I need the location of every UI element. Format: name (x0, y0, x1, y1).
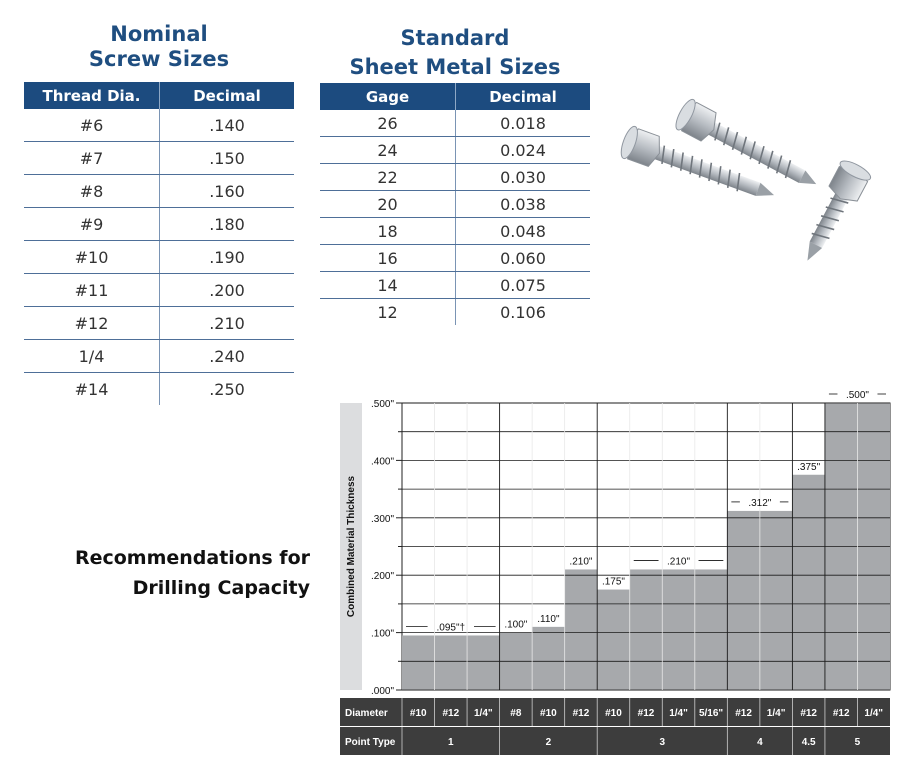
point-type-row-label: Point Type (345, 737, 396, 748)
diameter-label: 1/4" (669, 708, 688, 719)
gage-table-decimal-cell: 0.075 (456, 272, 591, 299)
bar-2-#12 (565, 569, 598, 690)
screw-table-size-cell: #11 (24, 274, 160, 307)
gage-decimal-header: Decimal (456, 83, 591, 110)
sheet-metal-title-line2: Sheet Metal Sizes (349, 55, 561, 79)
diameter-label: 1/4" (474, 708, 493, 719)
gage-table-decimal-cell: 0.060 (456, 245, 591, 272)
bar-4.5-#12 (792, 475, 825, 690)
screw-table-size-cell: #8 (24, 175, 160, 208)
screw-table-size-cell: #14 (74, 379, 109, 399)
bar-1-1/4" (467, 635, 500, 690)
screw-table-decimal-cell: .190 (160, 241, 295, 274)
diameter-label: 1/4" (766, 708, 786, 719)
gage-table-size-cell: 20 (320, 191, 456, 218)
screw-table-decimal-cell: .200 (160, 274, 295, 307)
y-tick-label: .400" (370, 456, 394, 468)
bar-3-#10 (597, 590, 630, 690)
diameter-label: #10 (605, 708, 622, 719)
point-type-label: 4 (757, 737, 763, 748)
screw-table-size-cell: #9 (24, 208, 160, 241)
y-tick-label: .100" (370, 628, 394, 640)
screw-table-decimal-cell: .240 (160, 340, 295, 373)
point-type-label: 3 (659, 737, 666, 748)
point-type-label: 2 (545, 737, 552, 748)
y-tick-label: .500" (370, 399, 394, 410)
screw-table-decimal-cell: .150 (160, 142, 295, 175)
screw-table-size-cell: #12 (24, 307, 160, 340)
screw-table-size-cell: 1/4 (24, 340, 160, 373)
bar-value-label: .175" (601, 576, 625, 588)
screw-table-decimal-cell: .180 (160, 208, 295, 241)
chart-layer (340, 390, 890, 755)
diameter-label: #12 (800, 708, 818, 719)
bar-3-5/16" (695, 569, 728, 690)
screw-table-decimal-cell: .160 (160, 175, 295, 208)
recommendations-line1: Recommendations for (74, 547, 310, 569)
screw-decimal-header: Decimal (160, 82, 295, 109)
bar-3-1/4" (662, 569, 695, 690)
gage-table-decimal-cell: 0.038 (456, 191, 591, 218)
gage-table-size-cell: 12 (377, 302, 398, 322)
diameter-label: #12 (832, 708, 850, 719)
point-type-label: 1 (448, 737, 454, 748)
bar-1-#12 (435, 635, 468, 690)
sheet-metal-title-line1: Standard (400, 26, 510, 50)
diameter-label: #10 (409, 708, 427, 719)
gage-table-decimal-cell: 0.018 (456, 110, 591, 137)
thread-dia-header: Thread Dia. (24, 82, 160, 109)
diameter-label: #12 (442, 708, 460, 719)
diameter-label: #12 (637, 708, 655, 719)
bar-2-#10 (532, 627, 565, 690)
bar-4-#12 (727, 511, 760, 690)
gage-table-size-cell: 16 (320, 245, 456, 272)
gage-table-size-cell: 26 (320, 110, 456, 137)
gage-header: Gage (320, 83, 456, 110)
gage-table-decimal-cell: 0.048 (456, 218, 591, 245)
y-tick-label: .000" (370, 686, 394, 697)
diameter-label: #8 (510, 708, 522, 719)
y-axis-label: Combined Material Thickness (346, 475, 357, 618)
screw-table-size-cell: #7 (24, 142, 160, 175)
gage-table-decimal-cell: 0.024 (456, 137, 591, 164)
gage-table-size-cell: 24 (320, 137, 456, 164)
screw-sizes-title-line2: Screw Sizes (88, 47, 230, 71)
bar-value-label: .210" (667, 556, 691, 568)
y-tick-label: .300" (370, 513, 394, 525)
screw-table-decimal-cell: .140 (160, 109, 295, 142)
diameter-label: #12 (735, 708, 752, 719)
bar-value-label: .100" (504, 619, 528, 631)
diameter-row-label: Diameter (345, 708, 388, 719)
gage-table-decimal-cell: 0.030 (456, 164, 591, 191)
diameter-label: 1/4" (864, 708, 884, 719)
bar-3-#12 (630, 569, 663, 690)
bar-value-label: .312" (748, 497, 772, 509)
screw-table-decimal-cell: .210 (160, 307, 295, 340)
screw-table-size-cell: #6 (24, 109, 160, 142)
gage-table-size-cell: 14 (320, 272, 456, 299)
bar-value-label: .500" (845, 390, 869, 401)
bar-value-label: .210" (569, 556, 593, 568)
screw-table-decimal-cell: .250 (160, 373, 295, 406)
screw-sizes-title-line1: Nominal (110, 22, 208, 46)
bar-value-label: .375" (797, 461, 821, 473)
bar-value-label: .110" (537, 613, 560, 625)
diameter-label: #12 (572, 708, 590, 719)
screw-table-size-cell: #10 (24, 241, 160, 274)
bar-4-1/4" (760, 511, 793, 690)
recommendations-line2: Drilling Capacity (132, 577, 310, 599)
diameter-label: #10 (540, 708, 557, 719)
point-type-label: 4.5 (801, 737, 816, 748)
bar-1-#10 (402, 635, 435, 690)
gage-table-size-cell: 18 (320, 218, 456, 245)
point-type-label: 5 (854, 737, 861, 748)
diameter-label: 5/16" (698, 708, 724, 719)
gage-table-size-cell: 22 (320, 164, 456, 191)
bar-value-label: .095"† (436, 622, 466, 634)
y-tick-label: .200" (370, 571, 394, 583)
gage-table-decimal-cell: 0.106 (456, 299, 591, 326)
